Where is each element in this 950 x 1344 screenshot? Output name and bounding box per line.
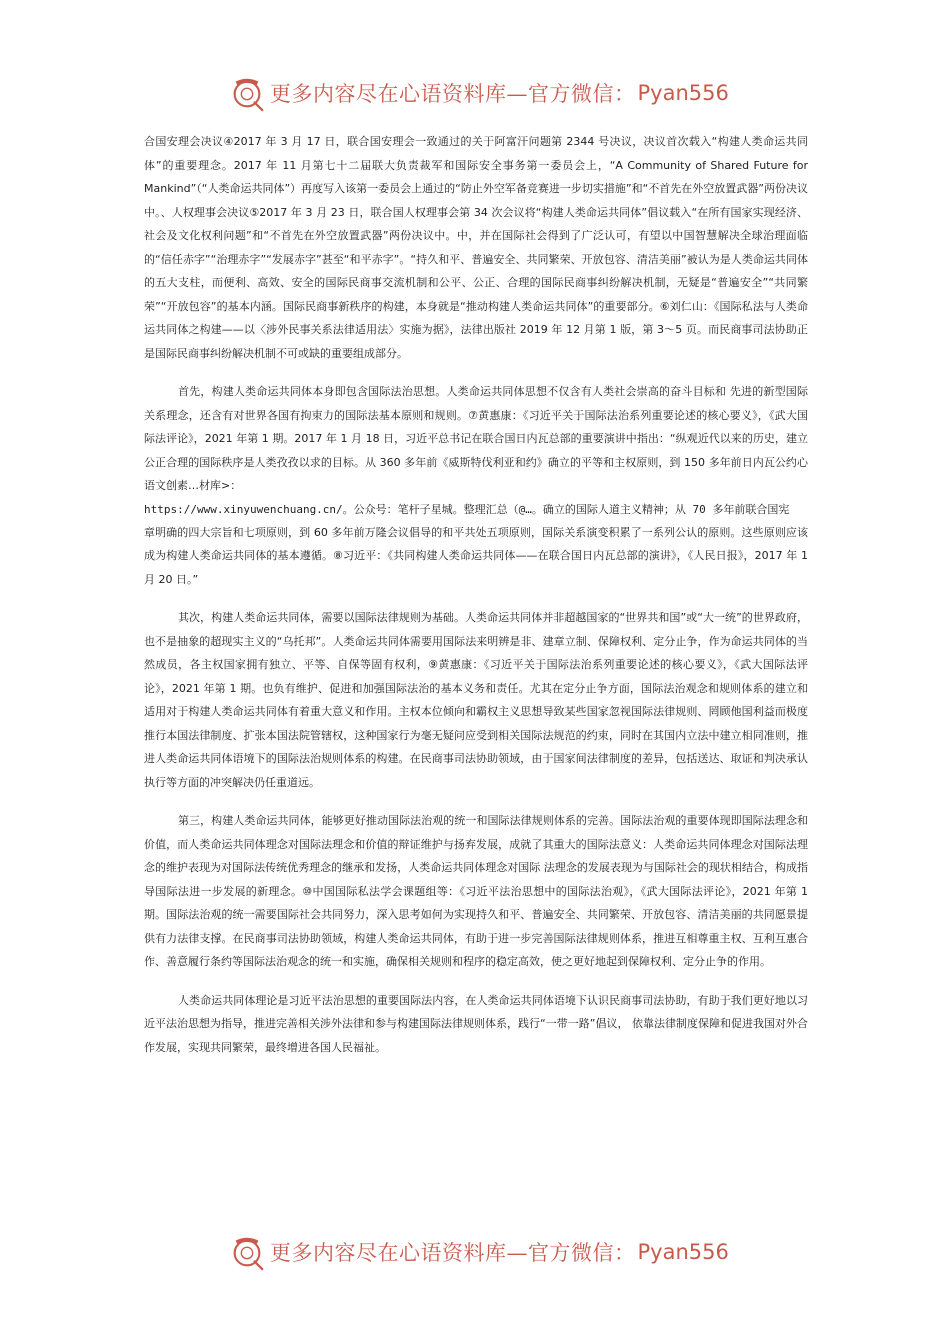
paragraph: 人类命运共同体理论是习近平法治思想的重要国际法内容，在人类命运共同体语境下认识民商事司法协助，有助于我们更好地以习近平法治思想为指导，推进完善相关涉外法律和参与构建国际法律规则体系，践行“一带一路”倡议， 依靠法律制度保障和促进我国对外合作发展，实现共同繁荣，最终增进各国人民福祉。 (144, 993, 808, 1054)
banner-wechat-id: Pyan556 (637, 1240, 729, 1264)
paragraph: 合国安理会决议④2017 年 3 月 17 日，联合国安理会一致通过的关于阿富汗问题第 2344 号决议，决议首次载入“构建人类命运共同体”的重要理念。2017 年 11 月第七十二届联大负责裁军和国际安全事务第一委员会上，“A Community of Shared Future for Mankind”（“人类命运共同体”）再度写入该第一委员会上通过的“防止外空军备竞赛进一步切实措施”和“不首先在外空放置武器”两份决议中。、人权理事会决议⑤2017 年 3 月 23 日，联合国人权理事会第 34 次会议将“构建人类命运共同体”倡议载入“在所有国家实现经济、社会及文化权利问题”和“不首先在外空放置武器”两份决议中。中，并在国际社会得到了广泛认可，有望以中国智慧解决全球治理面临的“信任赤字”“治理赤字”“发展赤字”甚至“和平赤字”。“持久和平、普遍安全、共同繁荣、开放包容、清洁美丽”被认为是人类命运共同体的五大支柱，而便利、高效、安全的国际民商事交流机制和公平、公正、合理的国际民商事纠纷解决机制，无疑是“普遍安全”“共同繁荣”“开放包容”的基本内涵。国际民商事新秩序的构建，本身就是“推动构建人类命运共同体”的重要部分。⑥刘仁山：《国际私法与人类命运共同体之构建——以〈涉外民事关系法律适用法〉实施为据》，法律出版社 2019 年 12 月第 1 版，第 3～5 页。而民商事司法协助正是国际民商事纠纷解决机制不可或缺的重要组成部分。 (144, 135, 808, 360)
document-body (144, 130, 808, 1059)
stamp-logo-icon (228, 1233, 266, 1271)
paragraph: 其次，构建人类命运共同体，需要以国际法律规则为基础。人类命运共同体并非超越国家的“世界共和国”或“大一统”的世界政府，也不是抽象的超现实主义的“乌托邦”。人类命运共同体需要用国际法来明辨是非、建章立制、保障权利、定分止争，作为命运共同体的当然成员，各主权国家拥有独立、平等、自保等固有权利，⑨黄惠康：《习近平关于国际法治系列重要论述的核心要义》，《武大国际法评论》，2021 年第 1 期。也负有维护、促进和加强国际法治的基本义务和责任。尤其在定分止争方面，国际法治观念和规则体系的建立和适用对于构建人类命运共同体有着重大意义和作用。主权本位倾向和霸权主义思想导致某些国家忽视国际法律规则、罔顾他国利益而极度推行本国法律制度、扩张本国法院管辖权，这种国家行为毫无疑问应受到相关国际法规范的约束，同时在其国内立法中建立相同准则，推进人类命运共同体语境下的国际法治规则体系的构建。在民商事司法协助领域，由于国家间法律制度的差异，包括送达、取证和判决承认执行等方面的冲突解决仍任重道远。 (144, 611, 808, 789)
banner-text: 更多内容尽在心语资料库—官方微信： (270, 82, 636, 106)
banner-text: 更多内容尽在心语资料库—官方微信： (270, 1241, 636, 1265)
paragraph: 第三，构建人类命运共同体，能够更好推动国际法治观的统一和国际法律规则体系的完善。国际法治观的重要体现即国际法理念和价值，而人类命运共同体理念对国际法理念和价值的辩证维护与扬弃发展，成就了其重大的国际法意义：人类命运共同体理念对国际法理念的维护表现为对国际法传统优秀理念的继承和发扬，人类命运共同体理念对国际 法理念的发展表现为与国际社会的现状相结合，构成指导国际法进一步发展的新理念。⑩中国国际私法学会课题组等：《习近平法治思想中的国际法治观》，《武大国际法评论》，2021 年第 1 期。国际法治观的统一需要国际社会共同努力，深入思考如何为实现持久和平、普遍安全、共同繁荣、开放包容、清洁美丽的共同愿景提供有力法律支撑。在民商事司法协助领域，构建人类命运共同体，有助于进一步完善国际法律规则体系，推进互相尊重主权、互利互惠合作、善意履行条约等国际法治观念的统一和实施，确保相关规则和程序的稳定高效，使之更好地起到保障权利、定分止争的作用。 (144, 814, 808, 968)
paragraph: 章明确的四大宗旨和七项原则，到 60 多年前万隆会议倡导的和平共处五项原则，国际关系演变积累了一系列公认的原则。这些原则应该成为构建人类命运共同体的基本遵循。⑧习近平：《共同构建人类命运共同体——在联合国日内瓦总部的演讲》，《人民日报》，2017 年 1 月 20 日。” (144, 525, 808, 586)
banner-wechat-id: Pyan556 (637, 81, 729, 105)
paragraph-url-line: https://www.xinyuwenchuang.cn/。公众号：笔杆子星城。整理汇总（@…。确立的国际人道主义精神；从 70 多年前联合国宪 (144, 502, 790, 516)
stamp-logo-icon (228, 74, 266, 112)
paragraph: 首先，构建人类命运共同体本身即包含国际法治思想。人类命运共同体思想不仅含有人类社会崇高的奋斗目标和 先进的新型国际关系理念，还含有对世界各国有拘束力的国际法基本原则和规则。⑦黄惠康：《习近平关于国际法治系列重要论述的核心要义》，《武大国际法评论》，2021 年第 1 期。2017 年 1 月 18 日，习近平总书记在联合国日内瓦总部的重要演讲中指出：“纵观近代以来的历史，建立公正合理的国际秩序是人类孜孜以求的目标。从 360 多年前《威斯特伐利亚和约》确立的平等和主权原则，到 150 多年前日内瓦公约心语文创素…材库>： (144, 385, 808, 492)
header-banner (228, 73, 729, 113)
footer-banner (228, 1232, 729, 1272)
